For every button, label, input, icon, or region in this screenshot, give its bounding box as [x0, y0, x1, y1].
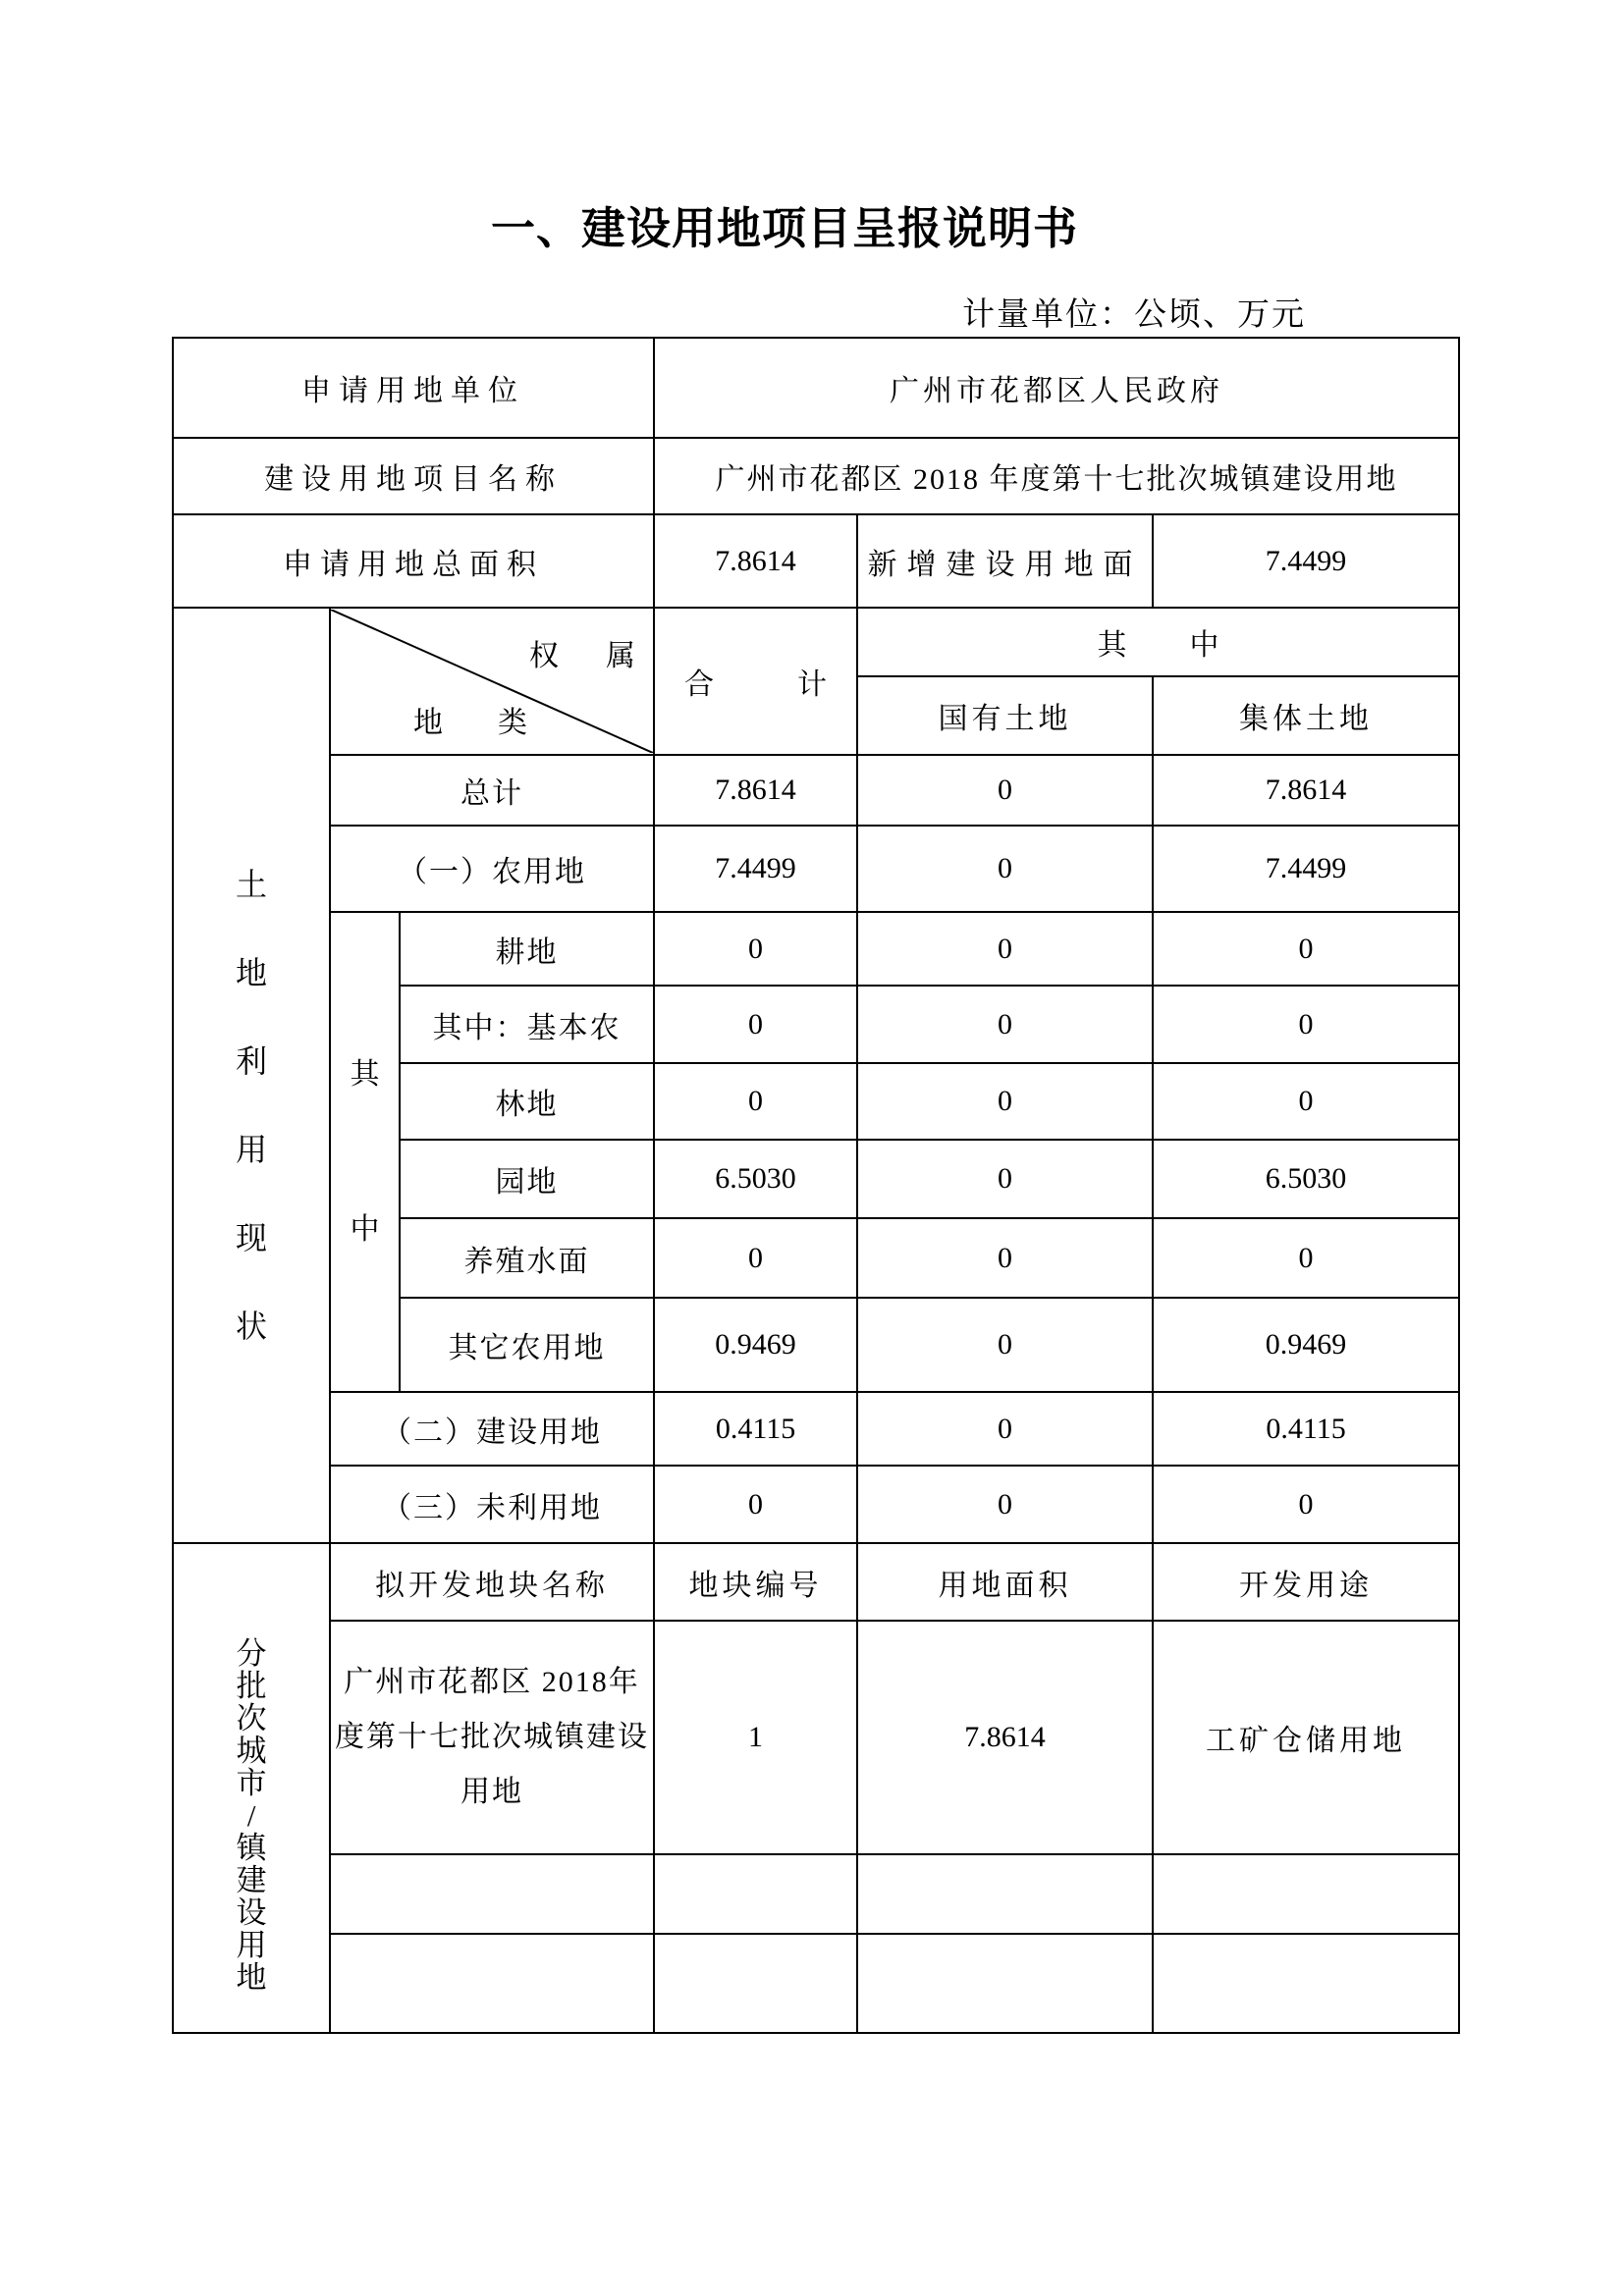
value-cell: 0	[654, 1466, 857, 1543]
unit-note: 计量单位：公顷、万元	[962, 297, 1306, 333]
corner-cell	[330, 608, 654, 755]
plot-purpose-cell	[1153, 1934, 1459, 2033]
value-cell: 7.4499	[654, 826, 857, 912]
total-area-value-cell: 7.8614	[654, 514, 857, 608]
value-cell: 0	[1153, 1466, 1459, 1543]
applicant-value-cell: 广州市花都区人民政府	[654, 338, 1459, 438]
col-header-state-owned: 国有土地	[857, 676, 1153, 755]
value-cell: 0	[857, 1218, 1153, 1298]
col-header-total-label: 合 计	[684, 668, 828, 701]
value-cell: 0	[857, 1298, 1153, 1392]
plot-code-cell: 1	[654, 1621, 857, 1854]
value-cell: 6.5030	[1153, 1140, 1459, 1218]
col-header-plot-name: 拟开发地块名称	[330, 1543, 654, 1621]
row-label-cell: 耕地	[400, 912, 654, 986]
plot-area-cell	[857, 1934, 1153, 2033]
value-cell: 0	[654, 986, 857, 1063]
value-cell: 0	[1153, 1063, 1459, 1140]
col-header-plot-code: 地块编号	[654, 1543, 857, 1621]
report-table	[172, 337, 1460, 2034]
development-empty-row	[173, 1854, 1459, 1934]
plot-purpose-cell: 工矿仓储用地	[1153, 1621, 1459, 1854]
value-cell: 0	[654, 1218, 857, 1298]
value-cell: 0	[857, 1063, 1153, 1140]
plot-name-cell	[330, 1854, 654, 1934]
development-section-cell	[173, 1543, 330, 2033]
plot-name-cell: 广州市花都区 2018年度第十七批次城镇建设用地	[330, 1621, 654, 1854]
project-name-row	[173, 438, 1459, 514]
value-cell: 0	[857, 1392, 1153, 1466]
plot-area-cell	[857, 1854, 1153, 1934]
value-cell: 0	[654, 1063, 857, 1140]
value-cell: 0	[857, 1140, 1153, 1218]
plot-name-cell	[330, 1934, 654, 2033]
row-total	[173, 755, 1459, 826]
row-unused	[173, 1466, 1459, 1543]
value-cell: 7.8614	[1153, 755, 1459, 826]
value-cell: 0	[1153, 912, 1459, 986]
land-use-section-cell	[173, 608, 330, 1543]
row-label-cell: （一）农用地	[330, 826, 654, 912]
value-cell: 0.9469	[654, 1298, 857, 1392]
value-cell: 0	[857, 912, 1153, 986]
col-header-among-label: 其 中	[1097, 629, 1219, 662]
row-construction	[173, 1392, 1459, 1466]
value-cell: 0	[857, 986, 1153, 1063]
new-area-label-cell: 新增建设用地面	[857, 514, 1153, 608]
value-cell: 0	[1153, 986, 1459, 1063]
project-value-cell: 广州市花都区 2018 年度第十七批次城镇建设用地	[654, 438, 1459, 514]
development-header-row	[173, 1543, 1459, 1621]
corner-ownership-label: 权 属	[529, 640, 636, 672]
value-cell: 0	[1153, 1218, 1459, 1298]
col-header-plot-area: 用地面积	[857, 1543, 1153, 1621]
value-cell: 0	[857, 1466, 1153, 1543]
project-label-cell: 建设用地项目名称	[173, 438, 654, 514]
value-cell: 0	[857, 755, 1153, 826]
col-header-total	[654, 608, 857, 755]
total-area-label-cell: 申请用地总面积	[173, 514, 654, 608]
row-label-cell: 总计	[330, 755, 654, 826]
value-cell: 0.4115	[654, 1392, 857, 1466]
document-title: 一、建设用地项目呈报说明书	[490, 203, 1078, 253]
landuse-header-row-top	[173, 608, 1459, 676]
plot-code-cell	[654, 1854, 857, 1934]
value-cell: 0	[857, 826, 1153, 912]
plot-purpose-cell	[1153, 1854, 1459, 1934]
row-label-cell: 其中：基本农	[400, 986, 654, 1063]
land-use-section-label: 土 地 利 用 现 状	[235, 866, 267, 1344]
value-cell: 0	[654, 912, 857, 986]
row-cultivated	[173, 912, 1459, 986]
value-cell: 6.5030	[654, 1140, 857, 1218]
col-header-among	[857, 608, 1459, 676]
value-cell: 0.4115	[1153, 1392, 1459, 1466]
total-area-row	[173, 514, 1459, 608]
value-cell: 0.9469	[1153, 1298, 1459, 1392]
development-section-label: 分 批 次 城 市 / 镇 建 设 用 地	[236, 1636, 267, 1995]
among-section-cell	[330, 912, 400, 1392]
value-cell: 7.8614	[654, 755, 857, 826]
row-agricultural	[173, 826, 1459, 912]
row-label-cell: （二）建设用地	[330, 1392, 654, 1466]
development-empty-row	[173, 1934, 1459, 2033]
row-label-cell: （三）未利用地	[330, 1466, 654, 1543]
col-header-plot-purpose: 开发用途	[1153, 1543, 1459, 1621]
row-label-cell: 其它农用地	[400, 1298, 654, 1392]
applicant-label-cell: 申请用地单位	[173, 338, 654, 438]
development-data-row	[173, 1621, 1459, 1854]
plot-area-cell: 7.8614	[857, 1621, 1153, 1854]
value-cell: 7.4499	[1153, 826, 1459, 912]
new-area-value-cell: 7.4499	[1153, 514, 1459, 608]
col-header-collective: 集体土地	[1153, 676, 1459, 755]
row-label-cell: 林地	[400, 1063, 654, 1140]
among-section-label: 其 中	[350, 1057, 380, 1246]
applicant-row	[173, 338, 1459, 438]
row-label-cell: 园地	[400, 1140, 654, 1218]
corner-category-label: 地 类	[413, 707, 527, 739]
plot-code-cell	[654, 1934, 857, 2033]
row-label-cell: 养殖水面	[400, 1218, 654, 1298]
